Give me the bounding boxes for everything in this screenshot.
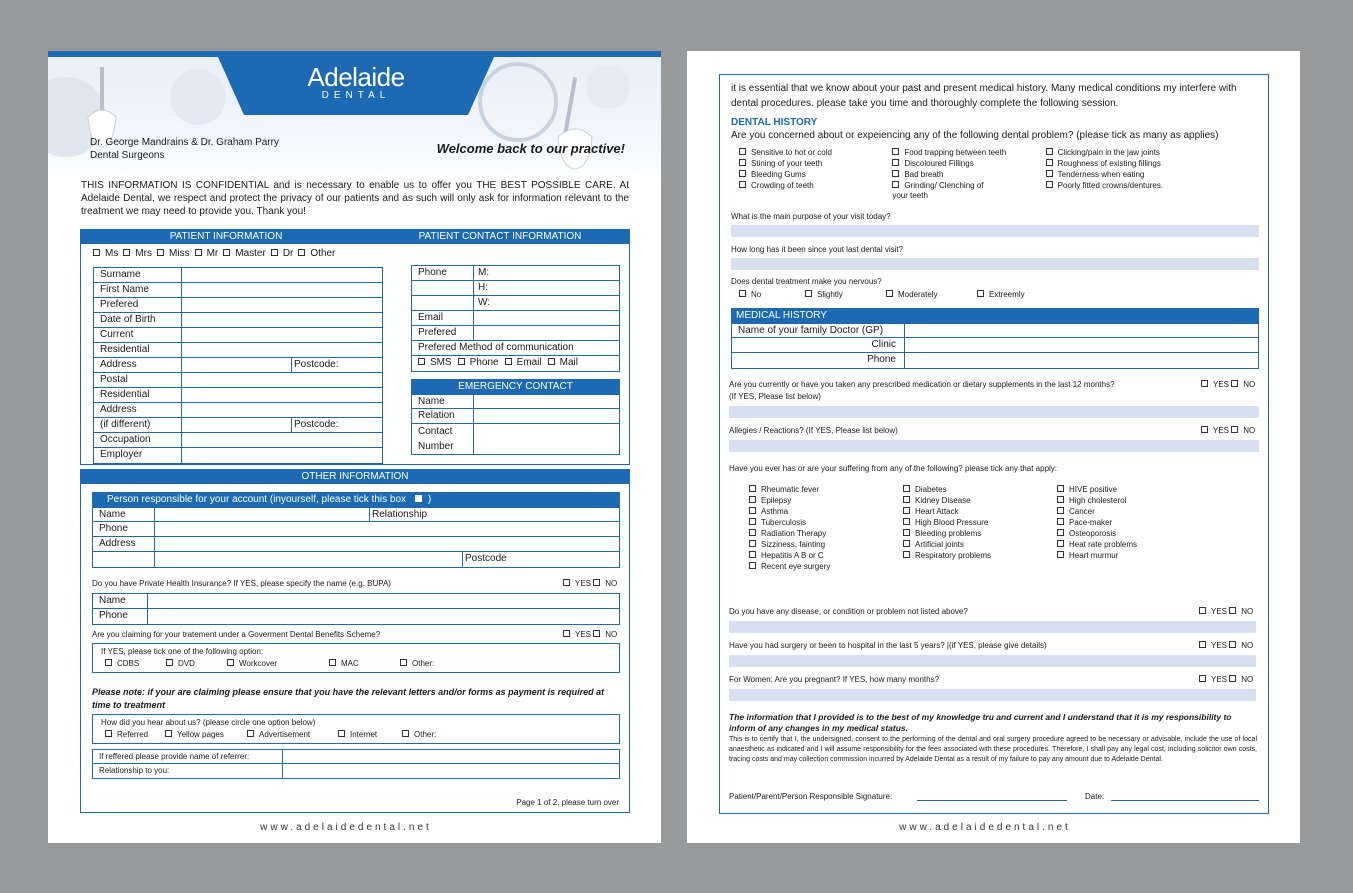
patient-section bbox=[80, 229, 630, 465]
responsible-header bbox=[93, 493, 619, 507]
patient-section-header bbox=[81, 230, 629, 244]
gov-question: Are you claiming for your tratement under a Goverment Dental Benefits Scheme? bbox=[92, 630, 381, 639]
condition-option[interactable]: Epilepsy bbox=[749, 496, 903, 505]
title-option[interactable]: Mrs bbox=[123, 248, 152, 259]
no-checkbox[interactable] bbox=[593, 579, 600, 586]
prefered-name-label: Prefered bbox=[94, 298, 182, 312]
condition-option[interactable]: Heart murmur bbox=[1057, 551, 1211, 560]
medical-intro: it is essential that we know about your past and present medical history. Many medical conditions my interfere with dental procedures. please take you time and thoroughly complete the following session. bbox=[731, 83, 1237, 109]
doctor-role: Dental Surgeons bbox=[90, 150, 165, 161]
medication-yes-no: YES NO bbox=[1201, 380, 1255, 389]
if-different-label: (if different) bbox=[94, 418, 182, 432]
declaration-text: The information that I provided is to the best of my knowledge tru and current and I understand that it is my responsibility to inform of any changes in my medical status. bbox=[729, 712, 1232, 733]
postal-address-field-3[interactable] bbox=[182, 403, 382, 417]
condition-option[interactable]: Osteoporosis bbox=[1057, 529, 1211, 538]
signature-line[interactable] bbox=[917, 800, 1067, 801]
gp-phone-label: Phone bbox=[732, 353, 905, 368]
address-label: Address bbox=[94, 358, 182, 372]
title-option[interactable]: Ms bbox=[93, 248, 118, 259]
nervous-option[interactable]: Moderately bbox=[886, 290, 938, 299]
claim-note: Please note: if your are claiming please ensure that you have the relevant letters and/or forms as payment is required at time to treatment bbox=[92, 687, 605, 710]
other-title: OTHER INFORMATION bbox=[81, 470, 629, 484]
gov-option[interactable]: Other: bbox=[400, 659, 434, 668]
contact-table bbox=[411, 265, 620, 372]
medication-question: Are you currently or have you taken any prescribed medication or dietary supplements in the last 12 months? bbox=[729, 380, 1115, 389]
condition-option[interactable]: Pace-maker bbox=[1057, 518, 1211, 527]
method-option[interactable]: Mail bbox=[548, 356, 578, 371]
logo-name: Adelaide bbox=[307, 62, 405, 92]
condition-option[interactable]: Heat rate problems bbox=[1057, 540, 1211, 549]
disease-field[interactable] bbox=[729, 621, 1256, 633]
residential-address-field-3[interactable] bbox=[182, 358, 292, 372]
medication-sub: (If YES, Please list below) bbox=[729, 392, 821, 401]
condition-option[interactable]: Cancer bbox=[1057, 507, 1211, 516]
relationship-you-field[interactable] bbox=[283, 764, 619, 778]
dental-option[interactable]: Roughness of existing fillings bbox=[1046, 159, 1199, 168]
dental-options bbox=[739, 148, 1199, 201]
condition-option[interactable]: Recent eye surgery bbox=[749, 562, 903, 571]
yes-checkbox[interactable] bbox=[1201, 426, 1208, 433]
dental-option[interactable]: Sensitive to hot or cold bbox=[739, 148, 892, 157]
pregnant-yes-no: YES NO bbox=[1199, 675, 1253, 684]
insurance-phone-field[interactable] bbox=[148, 609, 619, 624]
clinic-field[interactable] bbox=[905, 338, 1258, 352]
other-section bbox=[80, 469, 630, 813]
patient-info-title: PATIENT INFORMATION bbox=[169, 231, 283, 242]
dental-option[interactable]: Clicking/pain in the jaw joints bbox=[1046, 148, 1199, 157]
header-image bbox=[48, 57, 661, 181]
doctor-names: Dr. George Mandrains & Dr. Graham Parry bbox=[90, 137, 279, 148]
form-page-2 bbox=[687, 51, 1300, 843]
dental-option[interactable]: Crowding of teeth bbox=[739, 181, 892, 201]
referrer-table bbox=[92, 749, 620, 779]
no-checkbox[interactable] bbox=[1229, 675, 1236, 682]
date-label: Date: bbox=[1085, 792, 1105, 801]
date-line[interactable] bbox=[1111, 800, 1259, 801]
insurance-yes-no: YES NO bbox=[563, 579, 617, 588]
logo-sub: DENTAL bbox=[321, 90, 391, 101]
conditions-question: Have you ever has or are your suffering from any of the following? please tick any that apply: bbox=[729, 464, 1058, 473]
dob-label: Date of Birth bbox=[94, 313, 182, 327]
hear-option[interactable]: Advertisement bbox=[247, 730, 310, 739]
insurance-name-field[interactable] bbox=[148, 594, 619, 608]
prefered-contact-field[interactable] bbox=[474, 326, 619, 340]
responsible-label: Person responsible for your account (inyourself, please tick this box bbox=[107, 494, 407, 505]
email-field[interactable] bbox=[474, 311, 619, 325]
prefered-name-field[interactable] bbox=[182, 298, 382, 312]
emergency-number-field[interactable] bbox=[474, 424, 619, 454]
emergency-name-label: Name bbox=[412, 395, 474, 408]
method-option[interactable]: Email bbox=[505, 356, 542, 371]
postal-residential-label: Residential bbox=[94, 388, 182, 402]
last-visit-question: How long has it been since yout last dental visit? bbox=[731, 245, 904, 254]
nervous-option[interactable]: Slightly bbox=[805, 290, 843, 299]
gov-option[interactable]: MAC bbox=[329, 659, 359, 668]
yes-checkbox[interactable] bbox=[1201, 380, 1208, 387]
condition-option[interactable]: High cholesterol bbox=[1057, 496, 1211, 505]
condition-option[interactable]: High Blood Pressure bbox=[903, 518, 1057, 527]
resp-phone-label: Phone bbox=[93, 522, 155, 536]
nervous-options bbox=[739, 290, 1099, 302]
yes-checkbox[interactable] bbox=[1199, 675, 1206, 682]
insurance-question: Do you have Private Health Insurance? If YES, please specify the name (e.g. BUPA) bbox=[92, 579, 391, 588]
resp-postcode-label: Postcode bbox=[465, 553, 507, 564]
condition-option[interactable]: Hepatitis A B or C bbox=[749, 551, 903, 560]
self-checkbox[interactable] bbox=[415, 495, 422, 502]
postal-address-field-2[interactable] bbox=[182, 388, 382, 402]
checkbox-icon bbox=[548, 358, 555, 365]
medical-history-table bbox=[731, 308, 1259, 369]
postal-address-label: Address bbox=[94, 403, 182, 417]
conditions-options bbox=[749, 485, 1211, 571]
resp-name-field[interactable] bbox=[155, 508, 370, 521]
resp-address-spacer bbox=[93, 552, 155, 567]
gov-sub: If YES, please tick one of the following option: bbox=[101, 647, 264, 656]
checkbox-icon bbox=[223, 249, 230, 256]
insurance-table bbox=[92, 593, 620, 625]
dental-option[interactable]: Poorly fitted crowns/dentures. bbox=[1046, 181, 1199, 201]
form-page-1 bbox=[48, 51, 661, 843]
title-options bbox=[93, 248, 335, 259]
dental-history-title: DENTAL HISTORY bbox=[731, 117, 818, 128]
nervous-option[interactable]: Extreemly bbox=[977, 290, 1025, 299]
dental-option[interactable]: Grinding/ Clenching of your teeth bbox=[892, 181, 984, 200]
emergency-title: EMERGENCY CONTACT bbox=[412, 380, 619, 394]
signature-label: Patient/Parent/Person Responsible Signature: bbox=[729, 792, 893, 801]
postcode-label: Postcode: bbox=[294, 359, 339, 370]
pregnant-question: For Women: Are you pregnant? If YES, how many months? bbox=[729, 675, 940, 684]
gov-option[interactable]: CDBS bbox=[105, 659, 139, 668]
no-checkbox[interactable] bbox=[1229, 607, 1236, 614]
yes-checkbox[interactable] bbox=[563, 579, 570, 586]
yes-checkbox[interactable] bbox=[1199, 641, 1206, 648]
phone-spacer bbox=[412, 281, 474, 295]
hear-option[interactable]: Other: bbox=[402, 730, 436, 739]
condition-option[interactable]: HIVE positive bbox=[1057, 485, 1211, 494]
patient-details-table bbox=[93, 267, 383, 464]
residential-address-field[interactable] bbox=[182, 328, 382, 342]
method-option[interactable]: Phone bbox=[458, 356, 499, 371]
condition-option[interactable]: Asthma bbox=[749, 507, 903, 516]
checkbox-icon bbox=[93, 249, 100, 256]
consent-text: This is to certify that I, the undersigned, consent to the performing of the dental and oral surgery procedure agreed to be necessary or advisable, include the use of local anaesthetic as indicated and I will assume responsibility for the fees associated with these procedures. Therefore, I shall pay any legal cost, including solicitor own costs, tracing costs and may collection commission incurred by Adelaide Dental as a result of my failure to pay any amount due to Adelaide Dental. bbox=[729, 736, 1257, 763]
hear-option[interactable]: Referred bbox=[105, 730, 148, 739]
condition-option[interactable]: Artificial joints bbox=[903, 540, 1057, 549]
nervous-option[interactable]: No bbox=[739, 290, 761, 299]
checkbox-icon bbox=[157, 249, 164, 256]
emergency-relation-field[interactable] bbox=[474, 409, 619, 423]
responsible-end: ) bbox=[427, 494, 432, 505]
first-name-label: First Name bbox=[94, 283, 182, 297]
work-field[interactable]: W: bbox=[478, 297, 491, 308]
employer-field[interactable] bbox=[182, 448, 382, 463]
yes-checkbox[interactable] bbox=[1199, 607, 1206, 614]
condition-option[interactable]: Kidney Disease bbox=[903, 496, 1057, 505]
surgery-question: Have you had surgery or been to hospital in the last 5 years? |(if YES, please give details) bbox=[729, 641, 1047, 650]
nervous-question: Does dental treatment make you nervous? bbox=[731, 277, 882, 286]
gov-options-box bbox=[92, 643, 620, 673]
phone-label: Phone bbox=[412, 266, 474, 280]
medication-field[interactable] bbox=[729, 406, 1259, 418]
email-label: Email bbox=[412, 311, 474, 325]
insurance-name-label: Name bbox=[93, 594, 148, 608]
dental-option[interactable]: Bad breath bbox=[892, 170, 1045, 179]
hear-option[interactable]: Internet bbox=[338, 730, 377, 739]
insurance-phone-label: Phone bbox=[93, 609, 148, 624]
condition-option[interactable]: Heart Attack bbox=[903, 507, 1057, 516]
emergency-name-field[interactable] bbox=[474, 395, 619, 408]
dental-option[interactable]: Bleeding Gums bbox=[739, 170, 892, 179]
checkbox-icon bbox=[418, 358, 425, 365]
phone-spacer-2 bbox=[412, 296, 474, 310]
method-label: Prefered Method of communication bbox=[418, 342, 574, 353]
residential-label: Residential bbox=[94, 343, 182, 357]
postal-label: Postal bbox=[94, 373, 182, 387]
disease-question: Do you have any disease, or condition or problem not listed above? bbox=[729, 607, 968, 616]
occupation-field[interactable] bbox=[182, 433, 382, 447]
surname-label: Surname bbox=[94, 268, 182, 282]
title-option[interactable]: Miss bbox=[157, 248, 190, 259]
method-options bbox=[412, 356, 619, 371]
footer-url[interactable]: www.adelaidedental.net bbox=[260, 822, 432, 833]
condition-option[interactable]: Tuberculosis bbox=[749, 518, 903, 527]
condition-option[interactable]: Rheumatic fever bbox=[749, 485, 903, 494]
referrer-label: If reffered please provide name of referrer: bbox=[93, 750, 283, 763]
disease-yes-no: YES NO bbox=[1199, 607, 1253, 616]
dental-option[interactable]: Stining of your teeth bbox=[739, 159, 892, 168]
yes-checkbox[interactable] bbox=[563, 630, 570, 637]
gp-phone-field[interactable] bbox=[905, 353, 1258, 368]
last-visit-field[interactable] bbox=[731, 258, 1259, 270]
condition-option[interactable]: Sizziness, fainting bbox=[749, 540, 903, 549]
allergies-yes-no: YES NO bbox=[1201, 426, 1255, 435]
prefered-contact-label: Prefered bbox=[412, 326, 474, 340]
relationship-you-label: Relationship to you: bbox=[93, 764, 283, 778]
surname-field[interactable] bbox=[182, 268, 382, 282]
first-name-field[interactable] bbox=[182, 283, 382, 297]
residential-address-field-2[interactable] bbox=[182, 343, 382, 357]
purpose-field[interactable] bbox=[731, 225, 1259, 237]
resp-name-label: Name bbox=[93, 508, 155, 521]
clinic-label: Clinic bbox=[732, 338, 905, 352]
dental-option[interactable]: Discoloured Fillings bbox=[892, 159, 1045, 168]
surgery-yes-no: YES NO bbox=[1199, 641, 1253, 650]
doctor-block bbox=[90, 136, 279, 162]
resp-address-field-2[interactable] bbox=[155, 552, 463, 567]
gov-option[interactable]: DVD bbox=[166, 659, 195, 668]
dob-field[interactable] bbox=[182, 313, 382, 327]
responsible-table bbox=[92, 492, 620, 568]
dental-option[interactable]: Tenderness when eating bbox=[1046, 170, 1199, 179]
no-checkbox[interactable] bbox=[593, 630, 600, 637]
gov-option[interactable]: Workcover bbox=[227, 659, 277, 668]
hear-question: How did you hear about us? (please circle one option below) bbox=[101, 718, 316, 727]
resp-address-label: Address bbox=[93, 537, 155, 551]
dental-option[interactable]: Food trapping between teeth bbox=[892, 148, 1045, 157]
dental-question: Are you concerned about or expeiencing any of the following dental problem? (please tick as many as applies) bbox=[731, 130, 1219, 141]
no-checkbox[interactable] bbox=[1231, 380, 1238, 387]
condition-option[interactable]: Bleeding problems bbox=[903, 529, 1057, 538]
medical-title: MEDICAL HISTORY bbox=[732, 309, 1258, 323]
page-note: Page 1 of 2, please turn over bbox=[516, 798, 619, 807]
allergies-field[interactable] bbox=[729, 440, 1259, 452]
condition-option[interactable]: Radiation Therapy bbox=[749, 529, 903, 538]
checkbox-icon bbox=[195, 249, 202, 256]
emergency-table bbox=[411, 379, 620, 455]
hear-option[interactable]: Yellow pages bbox=[165, 730, 224, 739]
employer-label: Employer bbox=[94, 448, 182, 463]
occupation-label: Occupation bbox=[94, 433, 182, 447]
no-checkbox[interactable] bbox=[1231, 426, 1238, 433]
title-option[interactable]: Master bbox=[223, 248, 266, 259]
checkbox-icon bbox=[458, 358, 465, 365]
condition-option[interactable]: Diabetes bbox=[903, 485, 1057, 494]
emergency-relation-label: Relation bbox=[412, 409, 474, 423]
surgery-field[interactable] bbox=[729, 655, 1256, 667]
pregnant-field[interactable] bbox=[729, 689, 1256, 701]
resp-relationship-label: Relationship bbox=[372, 509, 428, 520]
checkbox-icon bbox=[298, 249, 305, 256]
purpose-question: What is the main purpose of your visit today? bbox=[731, 212, 891, 221]
gp-field[interactable] bbox=[905, 324, 1258, 337]
mobile-field[interactable]: M: bbox=[478, 267, 490, 278]
title-option[interactable]: Dr bbox=[271, 248, 294, 259]
resp-phone-field[interactable] bbox=[155, 522, 619, 536]
method-option[interactable]: SMS bbox=[418, 356, 452, 371]
checkbox-icon bbox=[271, 249, 278, 256]
no-checkbox[interactable] bbox=[1229, 641, 1236, 648]
postal-address-field[interactable] bbox=[182, 373, 382, 387]
intro-text: THIS INFORMATION IS CONFIDENTIAL and is necessary to enable us to offer you THE BEST POSSIBLE CARE. At Adelaide Dental, we respect and protect the privacy of our patients and as such will only ask for information relevant to the treatment we may need to provide you. Thank you! bbox=[81, 180, 629, 217]
emergency-contact-label: Contact Number bbox=[412, 424, 474, 454]
gp-label: Name of your family Doctor (GP) bbox=[732, 324, 905, 337]
hear-box bbox=[92, 714, 620, 744]
footer-url[interactable]: www.adelaidedental.net bbox=[899, 822, 1071, 833]
checkbox-icon bbox=[123, 249, 130, 256]
contact-info-title: PATIENT CONTACT INFORMATION bbox=[418, 231, 582, 242]
resp-address-field[interactable] bbox=[155, 537, 619, 551]
title-option[interactable]: Mr bbox=[195, 248, 219, 259]
gov-yes-no: YES NO bbox=[563, 630, 617, 639]
welcome-text: Welcome back to our practive! bbox=[436, 141, 625, 156]
postal-address-field-4[interactable] bbox=[182, 418, 292, 432]
title-option[interactable]: Other bbox=[298, 248, 335, 259]
condition-option[interactable]: Respiratory problems bbox=[903, 551, 1057, 560]
home-field[interactable]: H: bbox=[478, 282, 488, 293]
checkbox-icon bbox=[505, 358, 512, 365]
referrer-field[interactable] bbox=[283, 750, 619, 763]
current-label: Current bbox=[94, 328, 182, 342]
allergies-question: Allegies / Reactions? (If YES, Please list below) bbox=[729, 426, 898, 435]
postal-postcode-label: Postcode: bbox=[294, 419, 339, 430]
